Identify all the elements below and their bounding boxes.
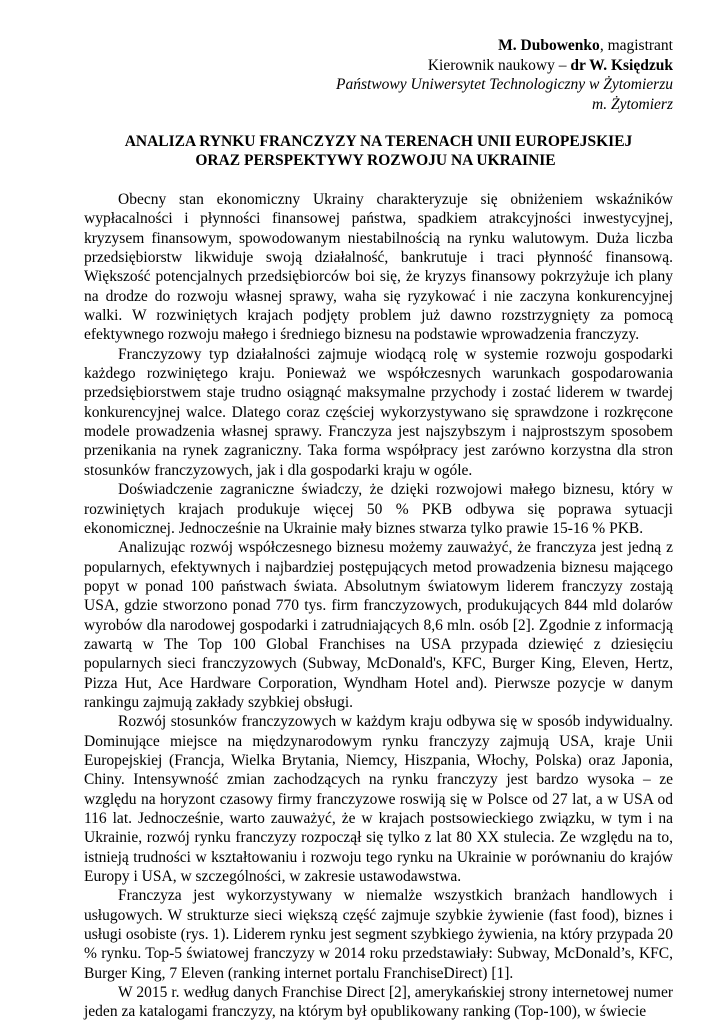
author-block [84, 36, 673, 114]
city-line [84, 95, 673, 115]
document-page [84, 36, 673, 1022]
author-degree: , magistrant [599, 37, 673, 54]
supervisor-prefix: Kierownik naukowy – [427, 56, 571, 74]
body-text [84, 190, 673, 1022]
paragraph: Franczyza jest wykorzystywany w niemalże wszystkich branżach handlowych i usługowych. W strukturze sieci większą część zajmuje szybkie żywienie (fast food), biznes i usługi osobiste (rys. 1). Liderem rynku jest segment szybkiego żywienia, na który przypada 20 % rynku. Top-5 światowej franczyzy w 2014 roku przedstawiały: Subway, McDonald’s, KFC, Burger King, 7 Eleven (ranking internet portalu FranchiseDirect) [1]. [84, 887, 673, 982]
paragraph: W 2015 r. według danych Franchise Direct [2], amerykańskiej strony internetowej numer jeden za katalogami franczyzy, na którym był opublikowany ranking (Top-100), w świecie [84, 984, 673, 1021]
paragraph: Rozwój stosunków franczyzowych w każdym kraju odbywa się w sposób indywidualny. Dominujące miejsce na międzynarodowym rynku franczyzy zajmują USA, kraje Unii Europejskiej (Francja, Wielka Brytania, Niemcy, Hiszpania, Włochy, Polska) oraz Japonia, Chiny. Intensywność zmian zachodzących na rynku franczyzy jest bardzo wysoka – ze względu na horyzont czasowy firmy franczyzowe roswiją się w Polsce od 27 lat, a w USA od 116 lat. Jednocześnie, warto zauważyć, że w krajach postsowieckiego związku, w tym i na Ukrainie, rozwój rynku franczyzy rozpoczął się tylko z lat 80 XX stulecia. Ze względu na to, istnieją trudności w kształtowaniu i rozwoju tego rynku na Ukrainie w porównaniu do krajów Europy i USA, w szczególności, w zakresie ustawodawstwa. [84, 713, 673, 886]
paper-title [84, 132, 673, 170]
city-name: m. Żytomierz [592, 95, 673, 113]
supervisor-line [84, 56, 673, 76]
paragraph: Obecny stan ekonomiczny Ukrainy charakteryzuje się obniżeniem wskaźników wypłacalności i płynności finansowej państwa, spadkiem atrakcyjności inwestycyjnej, kryzysem finansowym, spowodowanym niestabilnością na rynku walutowym. Duża liczba przedsiębiorstw likwiduje swoją działalność, bankrutuje i traci płynność finansową. Większość potencjalnych przedsiębiorców boi się, że kryzys finansowy pokrzyżuje ich plany na drodze do rozwoju własnej sprawy, waha się ryzykować i nie zaczyna konkurencyjnej walki. W rozwiniętych krajach podjęty problem już dawno rozstrzygnięty za pomocą efektywnego rozwoju małego i średniego biznesu na podstawie wprowadzenia franczyzy. [84, 191, 673, 344]
author-line [84, 36, 673, 56]
university-line [84, 75, 673, 95]
paragraph: Franczyzowy typ działalności zajmuje wiodącą rolę w systemie rozwoju gospodarki każdego rozwiniętego kraju. Ponieważ we współczesnych warunkach gospodarowania przedsiębiorstwem staje trudno osiągnąć maksymalne przychody i zostać liderem w twardej konkurencyjnej walce. Dlatego coraz częściej wykorzystywano się sprawdzone i rozkręcone modele prowadzenia własnej sprawy. Franczyza jest najszybszym i najprostszym sposobem przenikania na rynek zagraniczny. Taka forma współpracy jest zarówno korzystna dla stron stosunków franczyzowych, jak i dla gospodarki kraju w ogóle. [84, 345, 673, 479]
title-line-2: ORAZ PERSPEKTYWY ROZWOJU NA UKRAINIE [195, 152, 556, 169]
author-name: M. Dubowenko [498, 37, 600, 54]
supervisor-name: dr W. Księdzuk [570, 56, 673, 74]
title-line-1: ANALIZA RYNKU FRANCZYZY NA TERENACH UNII EUROPEJSKIEJ [124, 133, 633, 150]
paragraph: Doświadczenie zagraniczne świadczy, że dzięki rozwojowi małego biznesu, który w rozwiniętych krajach produkuje więcej 50 % PKB odbywa się poprawa sytuacji ekonomicznej. Jednocześnie na Ukrainie mały biznes stwarza tylko prawie 15-16 % PKB. [84, 481, 673, 537]
paragraph: Analizując rozwój współczesnego biznesu możemy zauważyć, że franczyza jest jedną z popularnych, efektywnych i najbardziej postępujących metod prowadzenia biznesu mającego popyt w ponad 100 państwach świata. Absolutnym światowym liderem franczyzy zostają USA, gdzie stworzono ponad 770 tys. firm franczyzowych, produkujących 844 mld dolarów wyrobów dla narodowej gospodarki i zatrudniających 8,6 mln. osób [2]. Zgodnie z informacją zawartą w The Top 100 Global Franchises na USA przypada dziewięć z dziesięciu popularnych sieci franczyzowych (Subway, McDonald's, KFC, Burger King, Eleven, Hertz, Pizza Hut, Ace Hardware Corporation, Wyndham Hotel and). Pierwsze pozycje w danym rankingu zajmują zakłady szybkiej obsługi. [84, 539, 673, 711]
university-name: Państwowy Uniwersytet Technologiczny w Żytomierzu [336, 76, 673, 93]
